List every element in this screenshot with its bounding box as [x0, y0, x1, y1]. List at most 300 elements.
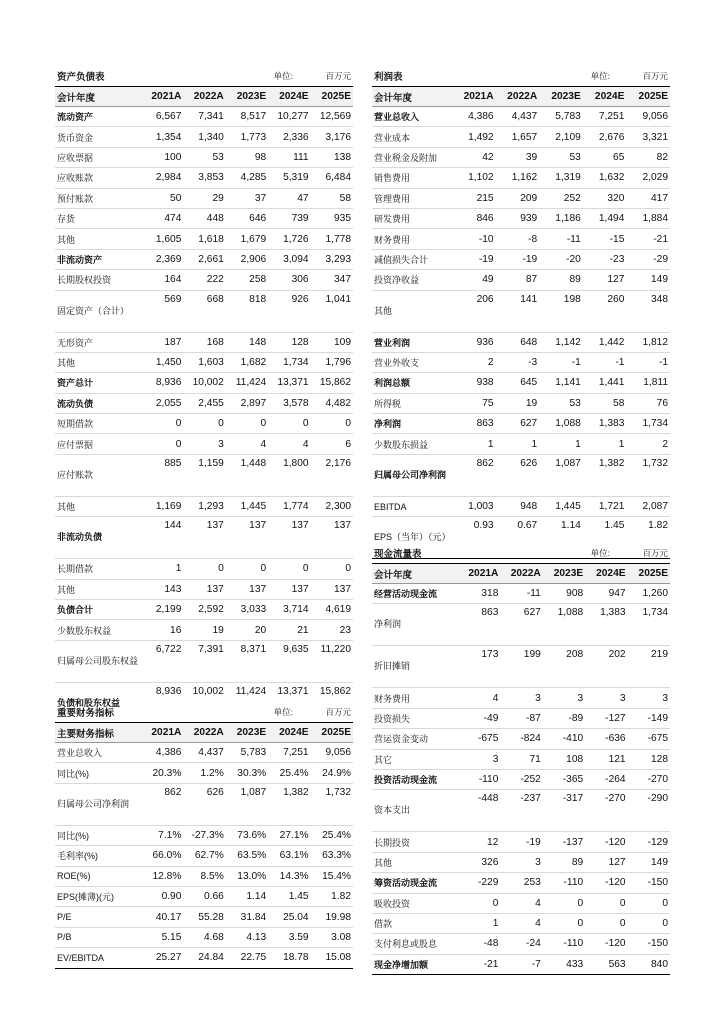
row-value: -11	[539, 229, 583, 249]
row-value: 3,578	[268, 393, 310, 413]
row-value: 6,567	[141, 107, 183, 127]
row-value: 1.14	[226, 886, 268, 906]
row-value: 71	[500, 749, 542, 769]
column-header-label: 会计年度	[55, 87, 141, 107]
row-value: 7,341	[183, 107, 225, 127]
row-value: 448	[183, 208, 225, 228]
table-row	[372, 646, 670, 688]
row-value: 2,455	[183, 393, 225, 413]
row-value: 939	[496, 208, 540, 228]
row-value: 1,088	[543, 604, 585, 646]
row-value: 1	[583, 434, 627, 454]
row-value: 3	[458, 749, 500, 769]
row-value: 53	[539, 393, 583, 413]
row-value: 648	[496, 332, 540, 352]
row-value: -675	[628, 729, 670, 749]
row-value: -237	[500, 790, 542, 832]
row-label: 现金净增加额	[372, 954, 458, 974]
row-value: 4	[268, 434, 310, 454]
row-value: 13.0%	[226, 866, 268, 886]
table-row	[55, 517, 353, 559]
row-value: 1,319	[539, 168, 583, 188]
table-row	[372, 107, 670, 127]
row-value: 1,732	[626, 454, 670, 496]
row-label: 营运资金变动	[372, 729, 458, 749]
row-label: 支付利息或股息	[372, 934, 458, 954]
row-value: 840	[628, 954, 670, 974]
row-value: 7,391	[183, 640, 225, 682]
row-value: 863	[452, 414, 496, 434]
row-value: 818	[226, 290, 268, 332]
row-value: 1,492	[452, 127, 496, 147]
row-label: 应收票据	[55, 147, 141, 167]
row-value: 42	[452, 147, 496, 167]
row-value: 846	[452, 208, 496, 228]
balance-sheet-unit-label: 单位:	[273, 71, 293, 81]
table-row	[372, 729, 670, 749]
table-row	[55, 579, 353, 599]
column-header-label: 会计年度	[372, 564, 458, 584]
column-header-year: 2022A	[183, 87, 225, 107]
row-value: 187	[141, 332, 183, 352]
row-value: 127	[585, 852, 627, 872]
row-label: 研发费用	[372, 208, 452, 228]
row-value: 2,055	[141, 393, 183, 413]
row-value: 137	[183, 579, 225, 599]
row-value: 15,862	[311, 373, 353, 393]
row-value: -15	[583, 229, 627, 249]
table-row	[372, 393, 670, 413]
table-row	[372, 147, 670, 167]
row-value: 2	[626, 434, 670, 454]
row-value: 935	[311, 208, 353, 228]
row-value: 137	[268, 579, 310, 599]
row-value: 2,676	[583, 127, 627, 147]
row-label: 投资损失	[372, 708, 458, 728]
table-row	[372, 584, 670, 604]
row-value: 10,277	[268, 107, 310, 127]
row-label: 货币资金	[55, 127, 141, 147]
row-value: 14.3%	[268, 866, 310, 886]
table-row	[55, 496, 353, 516]
row-value: 5.15	[141, 927, 183, 947]
row-value: 1	[452, 434, 496, 454]
row-label: EPS（当年）（元）	[372, 517, 452, 559]
table-row	[372, 769, 670, 789]
table-row	[55, 373, 353, 393]
income-statement-unit: 百万元	[642, 71, 668, 81]
table-row	[372, 873, 670, 893]
table-row	[372, 290, 670, 332]
row-value: -27.3%	[183, 825, 225, 845]
row-value: 4	[458, 688, 500, 708]
column-header-year: 2025E	[311, 87, 353, 107]
row-label: 长期投资	[372, 832, 458, 852]
row-value: 215	[452, 188, 496, 208]
row-value: 2,109	[539, 127, 583, 147]
row-value: 3	[500, 852, 542, 872]
table-row	[55, 763, 353, 783]
row-label: 少数股东损益	[372, 434, 452, 454]
row-value: 626	[496, 454, 540, 496]
row-value: 73.6%	[226, 825, 268, 845]
row-value: 1,260	[628, 584, 670, 604]
row-value: 1,088	[539, 414, 583, 434]
table-row	[372, 454, 670, 496]
row-value: 20.3%	[141, 763, 183, 783]
table-row	[55, 270, 353, 290]
row-value: 863	[458, 604, 500, 646]
row-value: 10,002	[183, 682, 225, 724]
row-value: 1,293	[183, 496, 225, 516]
row-value: -8	[496, 229, 540, 249]
row-value: -89	[543, 708, 585, 728]
table-row	[372, 249, 670, 269]
row-value: 25.4%	[311, 825, 353, 845]
row-value: 1,445	[539, 496, 583, 516]
row-value: 306	[268, 270, 310, 290]
row-label: ROE(%)	[55, 866, 141, 886]
row-value: 27.1%	[268, 825, 310, 845]
row-value: 0	[585, 913, 627, 933]
row-value: 1,721	[583, 496, 627, 516]
row-value: 21	[268, 620, 310, 640]
row-label: 负债合计	[55, 600, 141, 620]
row-value: 15,862	[311, 682, 353, 724]
column-header-year: 2024E	[583, 87, 627, 107]
row-value: -636	[585, 729, 627, 749]
row-label: 负债和股东权益	[55, 682, 141, 724]
row-value: 144	[141, 517, 183, 559]
row-label: 所得税	[372, 393, 452, 413]
row-value: 12	[458, 832, 500, 852]
row-value: 668	[183, 290, 225, 332]
row-label: 预付账款	[55, 188, 141, 208]
row-value: -20	[539, 249, 583, 269]
row-value: 1.45	[268, 886, 310, 906]
table-row	[55, 290, 353, 332]
table-row	[55, 620, 353, 640]
table-row	[372, 934, 670, 954]
row-value: 3	[543, 688, 585, 708]
row-value: 0	[543, 913, 585, 933]
cashflow-title: 现金流量表	[374, 549, 422, 560]
table-row	[372, 434, 670, 454]
row-value: 75	[452, 393, 496, 413]
row-value: 645	[496, 373, 540, 393]
row-value: -23	[583, 249, 627, 269]
column-header-year: 2024E	[268, 87, 310, 107]
table-row	[372, 208, 670, 228]
row-value: 4,386	[452, 107, 496, 127]
row-value: 164	[141, 270, 183, 290]
row-label: 借款	[372, 913, 458, 933]
row-value: 11,424	[226, 373, 268, 393]
row-value: 111	[268, 147, 310, 167]
row-value: 1,382	[583, 454, 627, 496]
row-label: 营业利润	[372, 332, 452, 352]
row-value: 2,661	[183, 249, 225, 269]
row-value: 89	[543, 852, 585, 872]
row-value: 1.2%	[183, 763, 225, 783]
row-label: 其他	[55, 352, 141, 372]
table-row	[55, 168, 353, 188]
row-value: -270	[585, 790, 627, 832]
row-value: 209	[496, 188, 540, 208]
row-value: 3,176	[311, 127, 353, 147]
row-value: 3.08	[311, 927, 353, 947]
row-value: -21	[458, 954, 500, 974]
row-value: 63.1%	[268, 846, 310, 866]
row-label: 营业税金及附加	[372, 147, 452, 167]
row-value: 885	[141, 454, 183, 496]
row-value: -150	[628, 934, 670, 954]
cashflow-table	[372, 564, 670, 975]
row-label: 吸收投资	[372, 893, 458, 913]
table-row	[55, 208, 353, 228]
row-label: 存货	[55, 208, 141, 228]
row-value: 137	[226, 579, 268, 599]
row-value: 948	[496, 496, 540, 516]
row-value: 474	[141, 208, 183, 228]
table-row	[55, 886, 353, 906]
table-row	[55, 600, 353, 620]
row-value: 100	[141, 147, 183, 167]
row-value: -129	[628, 832, 670, 852]
row-value: 1,383	[583, 414, 627, 434]
row-value: 626	[183, 783, 225, 825]
row-value: -120	[585, 934, 627, 954]
row-value: 739	[268, 208, 310, 228]
row-label: 营业外收支	[372, 352, 452, 372]
row-value: -365	[543, 769, 585, 789]
row-label: 折旧摊销	[372, 646, 458, 688]
column-header-year: 2025E	[626, 87, 670, 107]
row-value: 7.1%	[141, 825, 183, 845]
row-value: 0	[268, 414, 310, 434]
row-value: -317	[543, 790, 585, 832]
column-header-year: 2024E	[585, 564, 627, 584]
table-row	[55, 229, 353, 249]
row-value: -1	[539, 352, 583, 372]
row-value: 908	[543, 584, 585, 604]
row-value: 1,657	[496, 127, 540, 147]
ratios-title: 重要财务指标	[57, 708, 115, 719]
table-row	[55, 393, 353, 413]
row-value: 66.0%	[141, 846, 183, 866]
row-value: 15.4%	[311, 866, 353, 886]
ratios-section	[55, 702, 353, 969]
table-row	[55, 414, 353, 434]
row-value: 1.82	[311, 886, 353, 906]
row-value: 2,897	[226, 393, 268, 413]
row-value: 926	[268, 290, 310, 332]
row-label: 短期借款	[55, 414, 141, 434]
row-value: -87	[500, 708, 542, 728]
row-value: 0.93	[452, 517, 496, 559]
table-row	[372, 270, 670, 290]
row-value: -150	[628, 873, 670, 893]
row-value: 173	[458, 646, 500, 688]
row-value: 5,319	[268, 168, 310, 188]
row-value: -7	[500, 954, 542, 974]
table-row	[55, 559, 353, 579]
row-value: 1,811	[626, 373, 670, 393]
ratios-unit-label: 单位:	[273, 707, 293, 717]
row-value: 4.68	[183, 927, 225, 947]
table-row	[55, 846, 353, 866]
table-row	[55, 352, 353, 372]
table-row	[372, 852, 670, 872]
row-value: 0	[543, 893, 585, 913]
row-label: 净利润	[372, 604, 458, 646]
row-label: 营业成本	[372, 127, 452, 147]
row-value: 24.84	[183, 948, 225, 968]
income-header-row	[372, 87, 670, 107]
row-value: 0.67	[496, 517, 540, 559]
row-value: -229	[458, 873, 500, 893]
table-row	[372, 168, 670, 188]
row-value: 348	[626, 290, 670, 332]
row-value: 3,321	[626, 127, 670, 147]
row-value: 108	[543, 749, 585, 769]
row-value: -149	[628, 708, 670, 728]
row-value: 208	[543, 646, 585, 688]
column-header-year: 2025E	[628, 564, 670, 584]
row-value: 1,812	[626, 332, 670, 352]
column-header-year: 2021A	[452, 87, 496, 107]
row-label: EBITDA	[372, 496, 452, 516]
ratios-header-row	[55, 723, 353, 743]
row-value: -1	[583, 352, 627, 372]
row-value: -137	[543, 832, 585, 852]
row-value: 252	[539, 188, 583, 208]
row-value: 13,371	[268, 682, 310, 724]
row-value: 76	[626, 393, 670, 413]
row-label: 归属母公司股东权益	[55, 640, 141, 682]
row-value: 0.66	[183, 886, 225, 906]
ratios-unit: 百万元	[325, 707, 351, 717]
row-value: 1,141	[539, 373, 583, 393]
row-label: 其他	[372, 852, 458, 872]
row-value: 1,734	[628, 604, 670, 646]
table-row	[55, 434, 353, 454]
table-row	[55, 907, 353, 927]
row-value: -824	[500, 729, 542, 749]
cashflow-title-bar	[372, 543, 670, 564]
row-value: 5,783	[226, 743, 268, 763]
row-value: 7,251	[268, 743, 310, 763]
row-value: 127	[583, 270, 627, 290]
row-value: 0	[141, 434, 183, 454]
row-value: 3	[183, 434, 225, 454]
income-statement-table	[372, 87, 670, 559]
row-value: 1,800	[268, 454, 310, 496]
row-value: 260	[583, 290, 627, 332]
row-value: 23	[311, 620, 353, 640]
row-value: 1,102	[452, 168, 496, 188]
row-label: 营业总收入	[55, 743, 141, 763]
row-value: 1,682	[226, 352, 268, 372]
column-header-year: 2022A	[500, 564, 542, 584]
row-value: 947	[585, 584, 627, 604]
row-value: 12.8%	[141, 866, 183, 886]
row-value: 1,773	[226, 127, 268, 147]
row-value: 8,371	[226, 640, 268, 682]
table-row	[55, 188, 353, 208]
row-value: 862	[452, 454, 496, 496]
row-label: 无形资产	[55, 332, 141, 352]
row-value: 1,450	[141, 352, 183, 372]
row-value: 137	[268, 517, 310, 559]
row-label: P/E	[55, 907, 141, 927]
row-label: 归属母公司净利润	[372, 454, 452, 496]
row-value: 24.9%	[311, 763, 353, 783]
table-row	[55, 454, 353, 496]
table-row	[55, 825, 353, 845]
row-label: EPS(摊薄)(元)	[55, 886, 141, 906]
row-label: 其他	[55, 496, 141, 516]
row-value: 4.13	[226, 927, 268, 947]
row-label: 营业总收入	[372, 107, 452, 127]
row-label: 非流动资产	[55, 249, 141, 269]
row-value: 320	[583, 188, 627, 208]
row-label: EV/EBITDA	[55, 948, 141, 968]
cashflow-unit-label: 单位:	[590, 548, 610, 558]
row-value: 2,199	[141, 600, 183, 620]
column-header-label: 会计年度	[372, 87, 452, 107]
row-label: 同比(%)	[55, 825, 141, 845]
column-header-year: 2021A	[141, 87, 183, 107]
balance-sheet-section	[55, 66, 353, 725]
row-value: 149	[628, 852, 670, 872]
row-value: 1,726	[268, 229, 310, 249]
row-label: 少数股东权益	[55, 620, 141, 640]
row-value: 4,386	[141, 743, 183, 763]
row-value: 1,632	[583, 168, 627, 188]
row-value: -24	[500, 934, 542, 954]
row-value: 0	[628, 913, 670, 933]
row-value: 1,442	[583, 332, 627, 352]
row-value: 1,734	[626, 414, 670, 434]
row-value: 1,448	[226, 454, 268, 496]
row-value: 0	[311, 559, 353, 579]
column-header-year: 2023E	[539, 87, 583, 107]
row-value: 148	[226, 332, 268, 352]
balance-header-row	[55, 87, 353, 107]
row-value: -19	[500, 832, 542, 852]
balance-sheet-title-bar	[55, 66, 353, 87]
row-value: 4,285	[226, 168, 268, 188]
row-label: 应收账款	[55, 168, 141, 188]
row-value: 3.59	[268, 927, 310, 947]
row-value: 198	[539, 290, 583, 332]
row-value: 8.5%	[183, 866, 225, 886]
row-value: 25.4%	[268, 763, 310, 783]
row-value: 8,936	[141, 373, 183, 393]
row-label: 资本支出	[372, 790, 458, 832]
row-value: 318	[458, 584, 500, 604]
row-label: 其他	[55, 229, 141, 249]
row-value: 199	[500, 646, 542, 688]
cashflow-unit: 百万元	[642, 548, 668, 558]
row-value: 1,732	[311, 783, 353, 825]
table-row	[55, 127, 353, 147]
table-row	[372, 127, 670, 147]
row-label: 销售费用	[372, 168, 452, 188]
row-value: 1,186	[539, 208, 583, 228]
row-label: 投资净收益	[372, 270, 452, 290]
